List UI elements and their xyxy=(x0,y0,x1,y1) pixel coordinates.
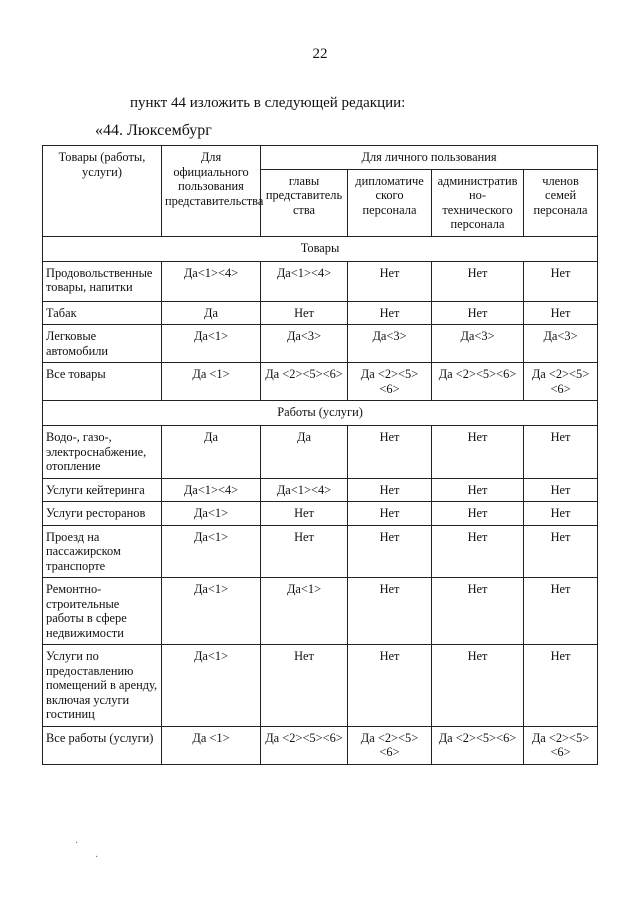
cell-diplomatic: Нет xyxy=(348,261,432,301)
table-row xyxy=(43,301,598,325)
cell-family: Нет xyxy=(524,578,598,645)
header-official: Для официального пользования представительства xyxy=(162,146,261,237)
table-row xyxy=(43,426,598,479)
header-admin: административ но-технического персонала xyxy=(432,169,524,236)
cell-heads: Да<1> xyxy=(261,578,348,645)
header-diplomatic: дипломатиче ского персонала xyxy=(348,169,432,236)
section-title: «44. Люксембург xyxy=(95,122,212,139)
table-row xyxy=(43,502,598,526)
cell-diplomatic: Да <2><5><6> xyxy=(348,726,432,764)
row-name: Проезд на пассажирском транспорте xyxy=(43,525,162,578)
cell-diplomatic: Нет xyxy=(348,578,432,645)
section-row-goods xyxy=(43,236,598,261)
section-goods: Товары xyxy=(43,236,598,261)
cell-official: Да<1> xyxy=(162,525,261,578)
cell-family: Нет xyxy=(524,261,598,301)
cell-official: Да<1> xyxy=(162,502,261,526)
cell-admin: Нет xyxy=(432,525,524,578)
header-row-1 xyxy=(43,146,598,170)
table-body xyxy=(43,146,598,765)
cell-official: Да<1> xyxy=(162,325,261,363)
cell-heads: Нет xyxy=(261,645,348,727)
cell-diplomatic: Нет xyxy=(348,426,432,479)
cell-heads: Да <2><5><6> xyxy=(261,726,348,764)
header-personal: Для личного пользования xyxy=(261,146,598,170)
cell-admin: Нет xyxy=(432,426,524,479)
cell-official: Да<1> xyxy=(162,578,261,645)
header-goods: Товары (работы, услуги) xyxy=(43,146,162,237)
table-row xyxy=(43,726,598,764)
cell-heads: Да<1><4> xyxy=(261,261,348,301)
cell-family: Да<3> xyxy=(524,325,598,363)
cell-official: Да xyxy=(162,301,261,325)
cell-official: Да<1><4> xyxy=(162,261,261,301)
cell-family: Да <2><5><6> xyxy=(524,726,598,764)
cell-diplomatic: Нет xyxy=(348,645,432,727)
cell-admin: Нет xyxy=(432,478,524,502)
cell-diplomatic: Нет xyxy=(348,502,432,526)
page-number: 22 xyxy=(312,46,328,62)
cell-family: Нет xyxy=(524,525,598,578)
cell-official: Да xyxy=(162,426,261,479)
cell-heads: Нет xyxy=(261,301,348,325)
row-name: Табак xyxy=(43,301,162,325)
scan-mark: · xyxy=(95,852,99,863)
cell-diplomatic: Нет xyxy=(348,301,432,325)
section-works: Работы (услуги) xyxy=(43,401,598,426)
cell-heads: Да <2><5><6> xyxy=(261,363,348,401)
row-name: Услуги по предоставлению помещений в аренду, включая услуги гостиниц xyxy=(43,645,162,727)
intro-text: пункт 44 изложить в следующей редакции: xyxy=(130,95,406,111)
cell-family: Нет xyxy=(524,301,598,325)
row-name: Услуги ресторанов xyxy=(43,502,162,526)
cell-family: Нет xyxy=(524,645,598,727)
cell-diplomatic: Нет xyxy=(348,478,432,502)
row-name: Все работы (услуги) xyxy=(43,726,162,764)
row-name: Услуги кейтеринга xyxy=(43,478,162,502)
row-name: Легковые автомобили xyxy=(43,325,162,363)
table-row xyxy=(43,645,598,727)
cell-admin: Нет xyxy=(432,261,524,301)
table-row xyxy=(43,478,598,502)
cell-official: Да <1> xyxy=(162,363,261,401)
cell-admin: Да<3> xyxy=(432,325,524,363)
table-row xyxy=(43,578,598,645)
cell-family: Нет xyxy=(524,426,598,479)
cell-heads: Да<3> xyxy=(261,325,348,363)
header-heads: главы представитель ства xyxy=(261,169,348,236)
row-name: Водо-, газо-, электроснабжение, отопление xyxy=(43,426,162,479)
cell-heads: Нет xyxy=(261,502,348,526)
table-row xyxy=(43,363,598,401)
cell-heads: Нет xyxy=(261,525,348,578)
cell-official: Да<1><4> xyxy=(162,478,261,502)
cell-family: Нет xyxy=(524,502,598,526)
cell-admin: Нет xyxy=(432,502,524,526)
table-row xyxy=(43,325,598,363)
cell-admin: Нет xyxy=(432,301,524,325)
row-name: Продовольственные товары, напитки xyxy=(43,261,162,301)
privileges-table xyxy=(42,145,598,765)
table-row xyxy=(43,261,598,301)
cell-admin: Нет xyxy=(432,645,524,727)
section-row-works xyxy=(43,401,598,426)
row-name: Все товары xyxy=(43,363,162,401)
header-family: членов семей персонала xyxy=(524,169,598,236)
cell-family: Да <2><5><6> xyxy=(524,363,598,401)
cell-heads: Да<1><4> xyxy=(261,478,348,502)
cell-admin: Да <2><5><6> xyxy=(432,726,524,764)
row-name: Ремонтно-строительные работы в сфере недвижимости xyxy=(43,578,162,645)
cell-family: Нет xyxy=(524,478,598,502)
cell-admin: Да <2><5><6> xyxy=(432,363,524,401)
cell-diplomatic: Да<3> xyxy=(348,325,432,363)
cell-admin: Нет xyxy=(432,578,524,645)
cell-official: Да<1> xyxy=(162,645,261,727)
scan-mark: · xyxy=(75,838,79,849)
table-row xyxy=(43,525,598,578)
cell-heads: Да xyxy=(261,426,348,479)
cell-diplomatic: Нет xyxy=(348,525,432,578)
cell-diplomatic: Да <2><5><6> xyxy=(348,363,432,401)
cell-official: Да <1> xyxy=(162,726,261,764)
